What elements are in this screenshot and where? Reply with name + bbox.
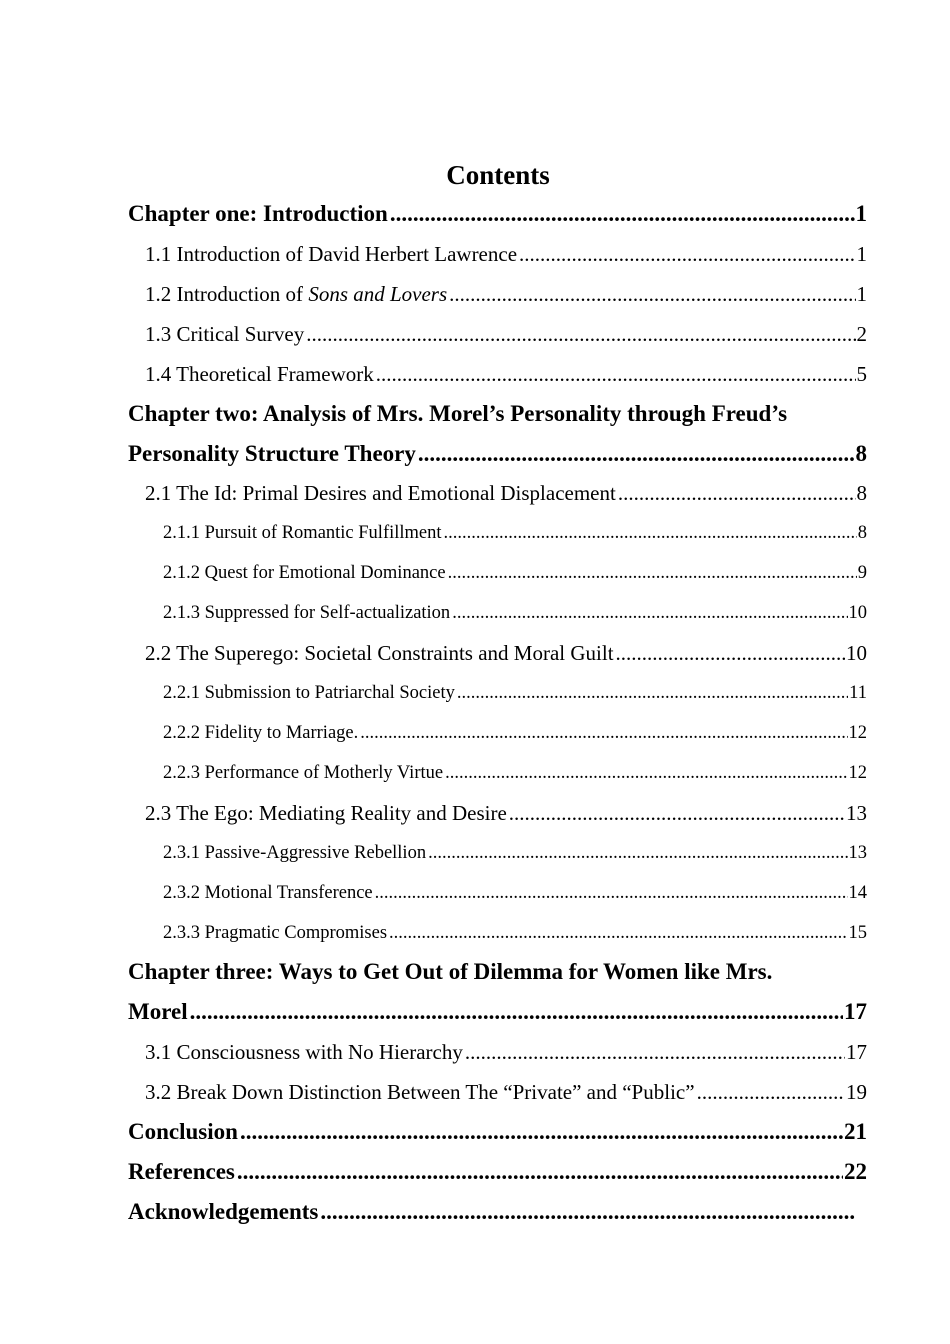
toc-entry-2-2[interactable] xyxy=(145,636,867,670)
dot-leader xyxy=(697,1075,845,1109)
toc-page-number: 1 xyxy=(856,242,867,266)
dot-leader xyxy=(509,796,845,830)
toc-entry-references[interactable] xyxy=(128,1155,867,1189)
toc-entry-2-3[interactable] xyxy=(145,796,867,830)
dot-leader xyxy=(240,1115,843,1149)
toc-page-number: 5 xyxy=(856,362,867,386)
toc-entry-acknowledgements[interactable] xyxy=(128,1195,861,1229)
toc-page-number: 15 xyxy=(848,923,867,943)
toc-entry-1-2[interactable] xyxy=(145,277,867,311)
dot-leader xyxy=(616,636,845,670)
toc-page-number: 11 xyxy=(849,683,867,703)
toc-page-number: 1 xyxy=(855,201,867,226)
toc-entry-label xyxy=(145,277,447,311)
dot-leader xyxy=(452,596,847,630)
toc-entry-2-1-1[interactable] xyxy=(163,516,867,550)
toc-entry-label: 2.1.2 Quest for Emotional Dominance xyxy=(163,563,446,583)
toc-page-number: 17 xyxy=(844,999,867,1024)
toc-entry-label: 2.1.1 Pursuit of Romantic Fulfillment xyxy=(163,523,442,543)
dot-leader xyxy=(445,756,847,790)
toc-entry-label: References xyxy=(128,1159,235,1184)
dot-leader xyxy=(376,357,856,391)
toc-page-number: 10 xyxy=(846,641,867,665)
toc-entry-label: Acknowledgements xyxy=(128,1199,319,1224)
dot-leader xyxy=(428,836,847,870)
dot-leader xyxy=(360,716,847,750)
toc-entry-3-1[interactable] xyxy=(145,1035,867,1069)
toc-entry-3-2[interactable] xyxy=(145,1075,867,1109)
toc-page-number: 12 xyxy=(848,723,867,743)
toc-entry-label: 3.2 Break Down Distinction Between The “Private” and “Public” xyxy=(145,1080,695,1104)
toc-entry-1-1[interactable] xyxy=(145,237,867,271)
toc-entry-label: 2.3.3 Pragmatic Compromises xyxy=(163,923,388,943)
dot-leader xyxy=(465,1035,845,1069)
dot-leader xyxy=(320,1195,855,1229)
toc-page-number: 12 xyxy=(848,763,867,783)
toc-page-number: 21 xyxy=(844,1119,867,1144)
toc-entry-label: 2.2.3 Performance of Motherly Virtue xyxy=(163,763,444,783)
dot-leader xyxy=(390,197,855,231)
dot-leader xyxy=(237,1155,843,1189)
toc-entry-label: 1.4 Theoretical Framework xyxy=(145,362,374,386)
toc-entry-label: Chapter one: Introduction xyxy=(128,201,388,226)
toc-page-number: 1 xyxy=(856,282,867,306)
toc-page-number: 19 xyxy=(846,1080,867,1104)
toc-entry-label: 2.2.2 Fidelity to Marriage. xyxy=(163,723,359,743)
toc-entry-label: Personality Structure Theory xyxy=(128,441,416,466)
dot-leader xyxy=(618,476,856,510)
toc-entry-label: 2.3 The Ego: Mediating Reality and Desire xyxy=(145,801,507,825)
toc-entry-label: 2.1.3 Suppressed for Self-actualization xyxy=(163,603,451,623)
toc-entry-2-2-3[interactable] xyxy=(163,756,867,790)
toc-page-number: 22 xyxy=(844,1159,867,1184)
dot-leader xyxy=(519,237,855,271)
toc-entry-label: 2.3.1 Passive-Aggressive Rebellion xyxy=(163,843,427,863)
toc-entry-label: 1.1 Introduction of David Herbert Lawrence xyxy=(145,242,518,266)
dot-leader xyxy=(444,516,857,550)
toc-entry-conclusion[interactable] xyxy=(128,1115,867,1149)
toc-entry-label: 2.2.1 Submission to Patriarchal Society xyxy=(163,683,455,703)
toc-page-number: 2 xyxy=(856,322,867,346)
toc-page-number: 13 xyxy=(848,843,867,863)
toc-entry-chapter-two-line1[interactable]: Chapter two: Analysis of Mrs. Morel’s Personality through Freud’s xyxy=(128,401,788,426)
toc-page-number: 10 xyxy=(848,603,867,623)
dot-leader xyxy=(457,676,848,710)
toc-entry-2-1-2[interactable] xyxy=(163,556,867,590)
toc-entry-label: Conclusion xyxy=(128,1119,238,1144)
toc-entry-label: 1.3 Critical Survey xyxy=(145,322,305,346)
toc-entry-label: 3.1 Consciousness with No Hierarchy xyxy=(145,1040,463,1064)
toc-entry-label: Morel xyxy=(128,999,188,1024)
dot-leader xyxy=(190,995,843,1029)
toc-entry-2-1[interactable] xyxy=(145,476,867,510)
dot-leader xyxy=(306,317,855,351)
toc-entry-chapter-three-line1[interactable]: Chapter three: Ways to Get Out of Dilemma for Women like Mrs. xyxy=(128,959,773,984)
toc-entry-label: 2.1 The Id: Primal Desires and Emotional Displacement xyxy=(145,481,616,505)
toc-entry-2-1-3[interactable] xyxy=(163,596,867,630)
toc-entry-2-3-3[interactable] xyxy=(163,916,867,950)
toc-entry-label: 2.3.2 Motional Transference xyxy=(163,883,373,903)
toc-entry-chapter-one[interactable] xyxy=(128,197,867,231)
toc-page-number: 13 xyxy=(846,801,867,825)
toc-page-number: 8 xyxy=(855,441,867,466)
toc-page-number: 9 xyxy=(857,563,867,583)
toc-entry-2-3-1[interactable] xyxy=(163,836,867,870)
dot-leader xyxy=(448,556,857,590)
toc-entry-chapter-two[interactable] xyxy=(128,437,867,471)
toc-entry-2-2-1[interactable] xyxy=(163,676,867,710)
page-title: Contents xyxy=(446,160,550,190)
toc-entry-1-3[interactable] xyxy=(145,317,867,351)
toc-page-number: 8 xyxy=(856,481,867,505)
toc-entry-2-3-2[interactable] xyxy=(163,876,867,910)
dot-leader xyxy=(389,916,847,950)
toc-page-number: 14 xyxy=(848,883,867,903)
dot-leader xyxy=(449,277,855,311)
toc-entry-label-text: 1.2 Introduction of xyxy=(145,282,309,306)
toc-entry-chapter-three[interactable] xyxy=(128,995,867,1029)
toc-page-number: 8 xyxy=(857,523,867,543)
toc-entry-2-2-2[interactable] xyxy=(163,716,867,750)
dot-leader xyxy=(375,876,848,910)
toc-entry-label: 2.2 The Superego: Societal Constraints and Moral Guilt xyxy=(145,641,614,665)
book-title-italic: Sons and Lovers xyxy=(308,282,448,306)
toc-entry-1-4[interactable] xyxy=(145,357,867,391)
toc-page-number: 17 xyxy=(846,1040,867,1064)
dot-leader xyxy=(418,437,855,471)
